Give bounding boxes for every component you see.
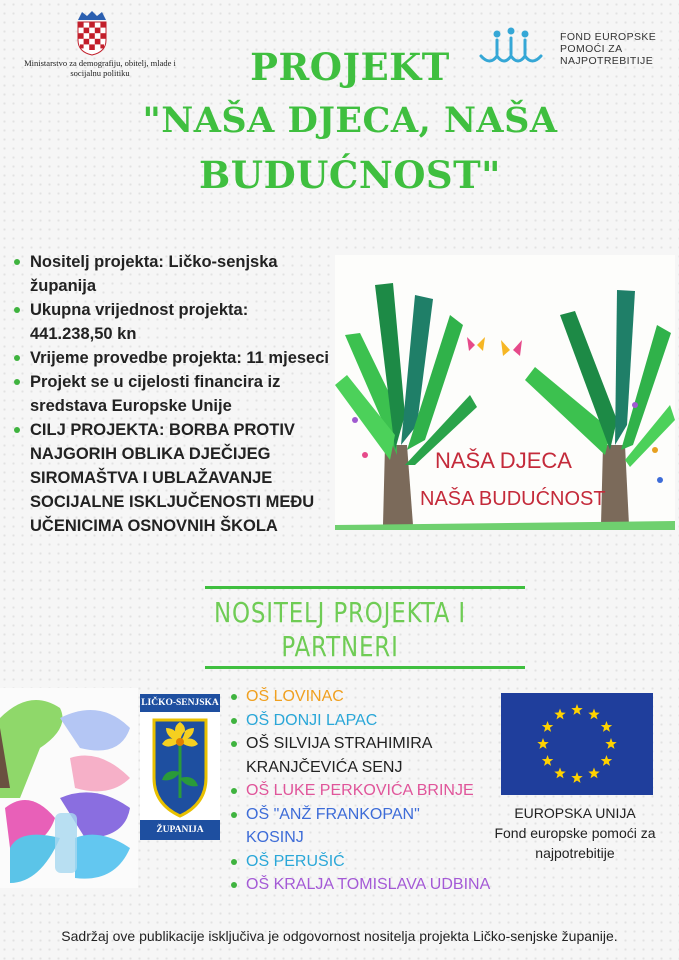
info-item: Nositelj projekta: Ličko-senjska županija [12,250,310,298]
hands-drawing-image [0,688,138,888]
eu-fund-name: Fond europske pomoći za najpotrebitije [494,825,656,861]
school-item: OŠ "ANŽ FRANKOPAN" KOSINJ [228,803,456,850]
info-item: Projekt se u cijelosti financira iz sredstava Europske Unije [12,370,320,418]
page-title [140,40,560,202]
county-coat-of-arms [140,694,220,840]
eu-name: EUROPSKA UNIJA [514,805,636,821]
school-item: OŠ PERUŠIĆ [228,850,528,874]
school-item: OŠ LUKE PERKOVIĆA BRINJE [228,779,528,803]
eu-flag-icon [501,693,653,795]
school-item: OŠ SILVIJA STRAHIMIRA KRANJČEVIĆA SENJ [228,732,471,779]
project-info-list [12,250,352,538]
school-item: OŠ KRALJA TOMISLAVA UDBINA [228,873,528,897]
ministry-name: Ministarstvo za demografiju, obitelj, mlade i socijalnu politiku [24,58,176,78]
trees-drawing-image [335,255,675,530]
info-item: CILJ PROJEKTA: BORBA PROTIV NAJGORIH OBLIKA DJEČIJEG SIROMAŠTVA I UBLAŽAVANJE SOCIJALNE ISKLJUČENOSTI MEĐU UČENICIMA OSNOVNIH ŠKOLA [12,418,330,538]
schools-list [228,685,528,897]
info-item: Vrijeme provedbe projekta: 11 mjeseci [12,346,352,370]
fund-name: FOND EUROPSKE POMOĆI ZA NAJPOTREBITIJE [560,31,657,67]
disclaimer-footer: Sadržaj ove publikacije isključiva je odgovornost nositelja projekta Ličko-senjske županije. [61,928,618,944]
school-item: OŠ LOVINAC [228,685,528,709]
info-item: Ukupna vrijednost projekta: 441.238,50 kn [12,298,275,346]
drawing-text-line1: NAŠA DJECA [435,448,572,473]
eu-caption [480,803,670,863]
county-name-top: LIČKO-SENJSKA [140,694,220,712]
title-line-2: "NAŠA DJECA, NAŠA [142,100,558,141]
divider-bottom [205,666,525,669]
school-item: OŠ DONJI LAPAC [228,709,528,733]
county-shield-icon [140,712,220,820]
drawing-text-line2: NAŠA BUDUĆNOST [420,488,606,510]
title-line-1: PROJEKT [250,45,450,89]
county-name-bottom: ŽUPANIJA [140,820,220,840]
croatian-coat-of-arms-icon [76,10,108,56]
divider-top [205,586,525,589]
partners-title: NOSITELJ PROJEKTA I PARTNERI [213,596,466,663]
title-line-3: BUDUĆNOST" [199,153,501,197]
